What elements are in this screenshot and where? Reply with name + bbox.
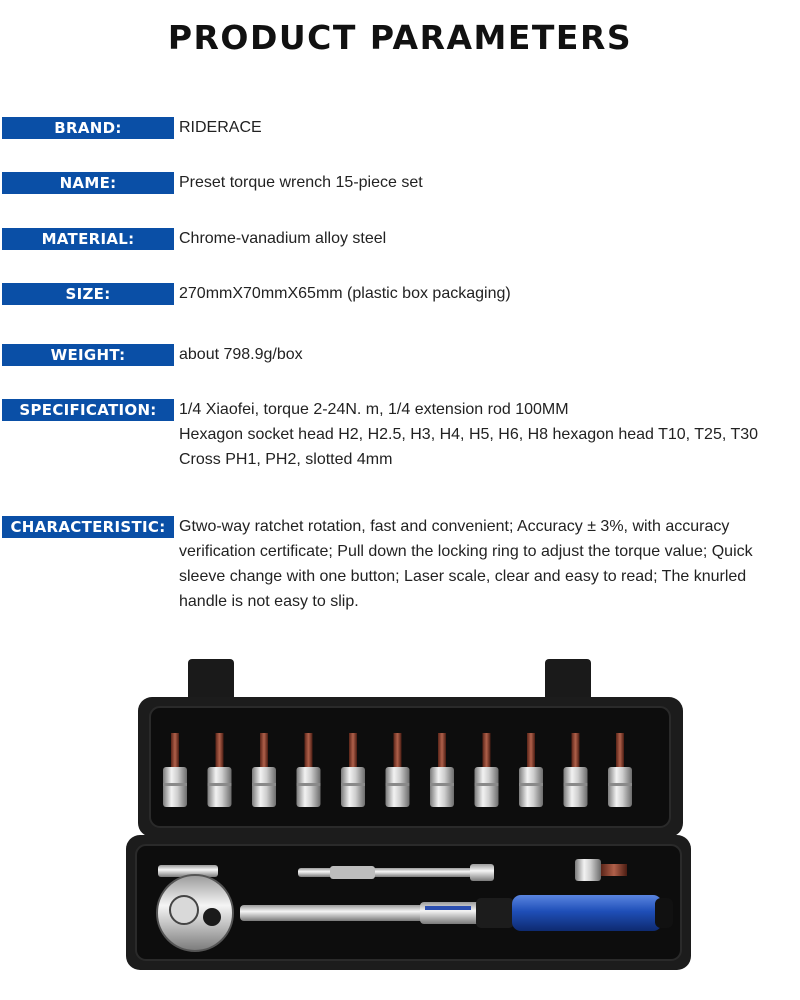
weight-value — [179, 342, 794, 367]
characteristic-value — [179, 514, 794, 614]
weight-label: WEIGHT: — [2, 344, 174, 366]
size-value-line: 270mmX70mmX65mm (plastic box packaging) — [179, 285, 511, 302]
weight-value-line: about 798.9g/box — [179, 346, 303, 363]
name-label: NAME: — [2, 172, 174, 194]
specification-line-2: Hexagon socket head H2, H2.5, H3, H4, H5, H6, H8 hexagon head T10, T25, T30 — [179, 426, 759, 443]
page-title: PRODUCT PARAMETERS — [167, 18, 633, 57]
brand-value — [179, 115, 794, 140]
characteristic-label: CHARACTERISTIC: — [2, 516, 174, 538]
name-value-line: Preset torque wrench 15-piece set — [179, 174, 423, 191]
brand-value-line: RIDERACE — [179, 119, 262, 136]
name-value — [179, 170, 794, 195]
brand-label: BRAND: — [2, 117, 174, 139]
product-photo — [120, 655, 700, 975]
specification-label: SPECIFICATION: — [2, 399, 174, 421]
specification-line-3: Cross PH1, PH2, slotted 4mm — [179, 451, 393, 468]
material-value-line: Chrome-vanadium alloy steel — [179, 230, 387, 247]
material-value — [179, 226, 794, 251]
characteristic-text: Gtwo-way ratchet rotation, fast and convenient; Accuracy ± 3%, with accuracy verification certificate; Pull down the locking ring to adjust the torque value; Quick sleeve change with one button; Laser scale, clear and easy to read; The knurled handle is not easy to slip. — [179, 518, 753, 610]
specification-line-1: 1/4 Xiaofei, torque 2-24N. m, 1/4 extension rod 100MM — [179, 401, 569, 418]
size-value — [179, 281, 794, 306]
material-label: MATERIAL: — [2, 228, 174, 250]
specification-value — [179, 397, 794, 472]
size-label: SIZE: — [2, 283, 174, 305]
